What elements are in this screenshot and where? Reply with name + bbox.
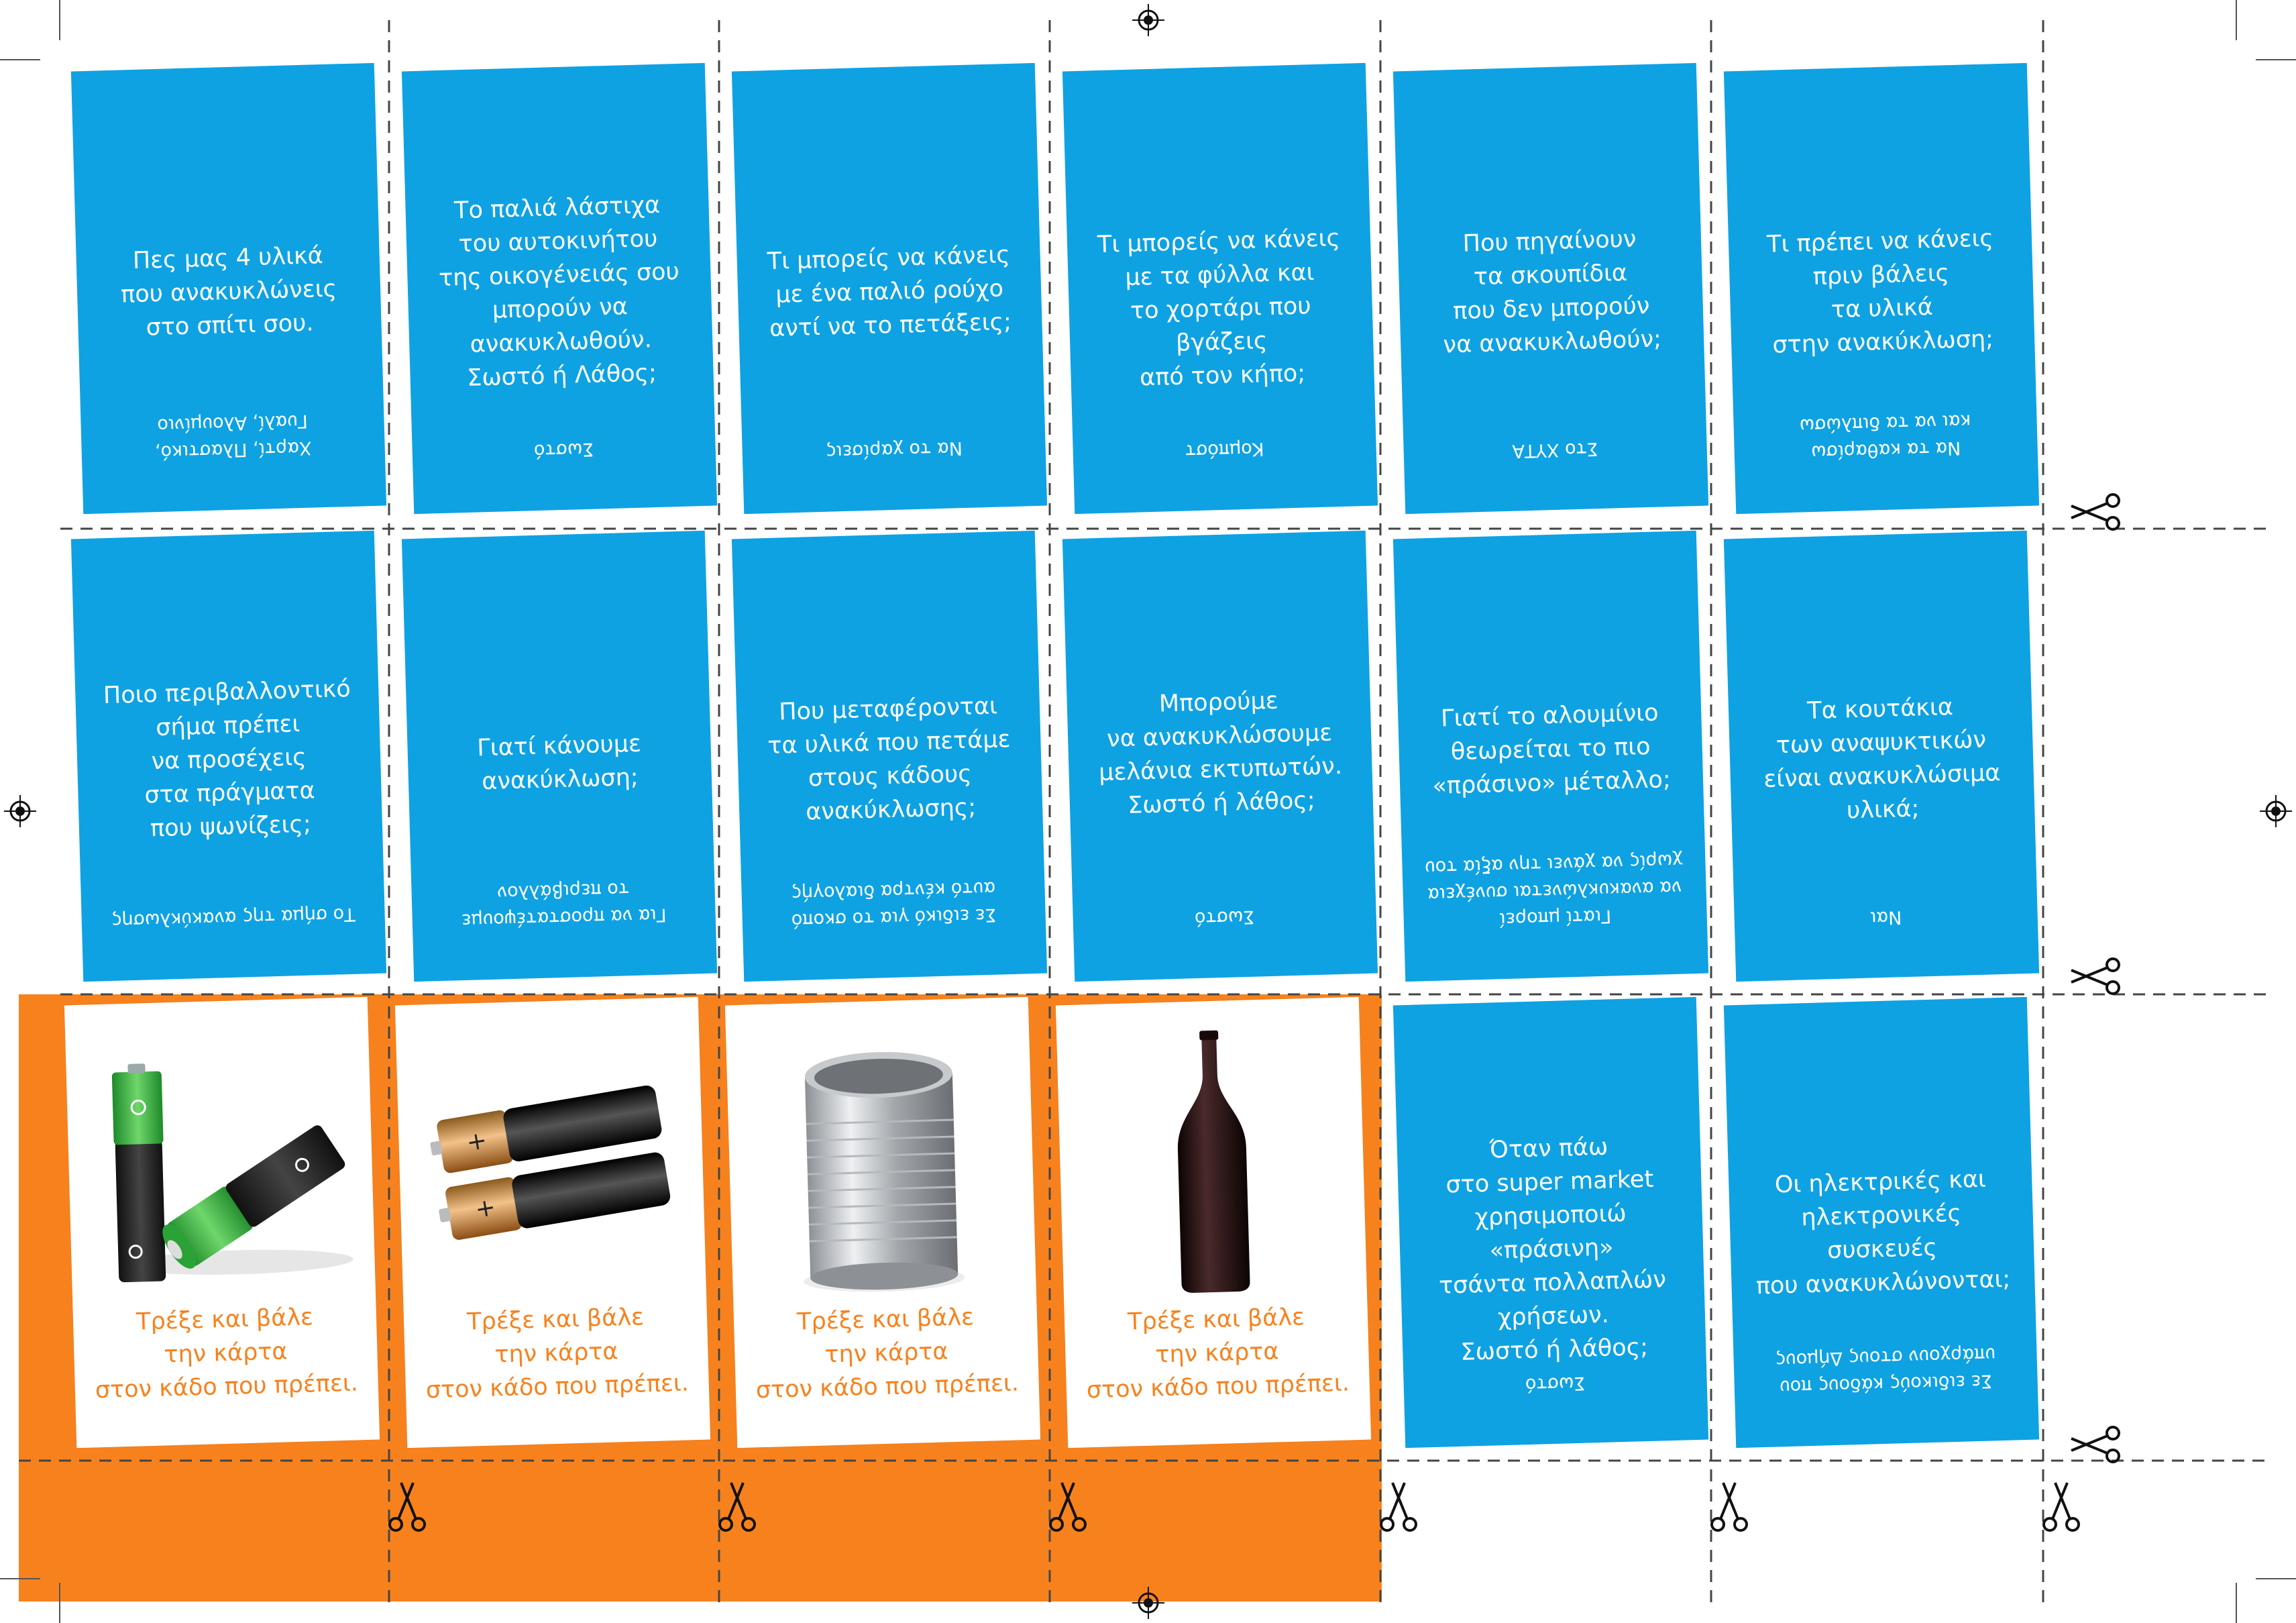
question-card-4[interactable]: [1062, 63, 1378, 514]
card-question: Γιατί κάνουμε ανακύκλωση;: [476, 730, 642, 796]
card-answer: Το σήμα της ανακύκλωσης: [111, 903, 356, 931]
scissors-icon: [1375, 1476, 1422, 1536]
question-card-3[interactable]: [732, 63, 1047, 514]
copper-batteries-icon: [409, 1024, 693, 1300]
scissors-icon: [1706, 1476, 1753, 1536]
crop-mark: [2256, 59, 2296, 60]
crop-mark: [2256, 1578, 2296, 1579]
card-question: Τι πρέπει να κάνεις πριν βάλεις τα υλικά στην ανακύκλωση;: [1766, 225, 1994, 359]
card-answer: Ναι: [1869, 906, 1902, 929]
card-answer: Στο ΧΥΤΑ: [1512, 438, 1599, 462]
card-answer: Για να προστατέψουμε το περιβάλλον: [461, 878, 667, 931]
card-answer: Γιατί μπορεί να ανακυκλώνεται συνέχεια χωρίς να χάνει την αξία του: [1424, 849, 1684, 930]
registration-mark-icon: [2260, 795, 2292, 827]
scissors-icon: [2065, 488, 2125, 535]
card-question: Τα κουτάκια των αναψυκτικών είναι ανακυκλώσιμα υλικά;: [1763, 693, 2001, 825]
registration-mark-icon: [1132, 1587, 1164, 1619]
question-card-10[interactable]: [1062, 531, 1378, 982]
scissors-icon: [2065, 953, 2125, 1000]
question-card-13[interactable]: [1393, 997, 1708, 1448]
scissors-icon: [384, 1476, 431, 1536]
scissors-icon: [2065, 1421, 2125, 1468]
glass-bottle-icon: [1070, 1024, 1354, 1300]
question-card-6[interactable]: [1724, 63, 2039, 514]
question-card-12[interactable]: [1724, 531, 2039, 982]
card-answer: Χαρτί, Πλαστικό, Γυαλί, Αλουμίνιο: [154, 410, 312, 463]
card-question: Ποιο περιβαλλοντικό σήμα πρέπει να προσέχεις στα πράγματα που ψωνίζεις;: [103, 675, 351, 843]
question-card-8[interactable]: [402, 531, 717, 982]
crop-mark: [0, 59, 40, 60]
question-card-7[interactable]: [71, 531, 386, 982]
question-card-9[interactable]: [732, 531, 1047, 982]
green-batteries-icon: [78, 1024, 362, 1300]
crop-mark: [59, 0, 60, 40]
card-question: Οι ηλεκτρικές και ηλεκτρονικές συσκευές που ανακυκλώνονται;: [1755, 1165, 2011, 1300]
action-card-3[interactable]: [725, 997, 1040, 1448]
card-question: Γιατί το αλουμίνιο θεωρείται το πιο «πράσινο» μέταλλο;: [1431, 699, 1672, 800]
registration-mark-icon: [1132, 4, 1164, 36]
registration-mark-icon: [4, 795, 36, 827]
question-card-2[interactable]: [402, 63, 717, 514]
card-answer: Κομπόστ: [1185, 438, 1264, 462]
card-answer: Να τα καθαρίσω και να τα διπλώσω: [1799, 410, 1971, 463]
card-answer: Να το χαρίσεις: [825, 437, 963, 462]
crop-mark: [59, 1583, 60, 1623]
card-question: Το παλιά λάστιχα του αυτοκινήτου της οικογένειάς σου μπορούν να ανακυκλωθούν. Σωστό ή Λάθος;: [438, 191, 680, 392]
action-card-2[interactable]: [395, 997, 710, 1448]
action-card-4[interactable]: [1056, 997, 1371, 1448]
crop-mark: [2236, 1583, 2237, 1623]
crop-mark: [0, 1578, 40, 1579]
card-answer: Σε ειδικό για το σκοπό αυτό κέντρα διαλογής: [790, 877, 997, 931]
card-question: Τι μπορείς να κάνεις με ένα παλιό ρούχο αντί να το πετάξεις;: [767, 241, 1012, 343]
card-question: Που μεταφέρονται τα υλικά που πετάμε στους κάδους ανακύκλωσης;: [767, 692, 1011, 826]
action-text: Τρέξε και βάλε την κάρτα στον κάδο που πρέπει.: [95, 1304, 359, 1404]
question-card-11[interactable]: [1393, 531, 1708, 982]
card-question: Τι μπορείς να κάνεις με τα φύλλα και το χορτάρι που βγάζεις από τον κήπο;: [1097, 224, 1341, 392]
scissors-icon: [714, 1476, 761, 1536]
question-card-1[interactable]: [71, 63, 386, 514]
card-question: Που πηγαίνουν τα σκουπίδια που δεν μπορούν να ανακυκλωθούν;: [1443, 225, 1662, 359]
svg-text:+: +: [473, 1193, 498, 1224]
question-card-5[interactable]: [1393, 63, 1708, 514]
card-answer: Σωστό: [1194, 906, 1255, 929]
card-answer: Σωστό: [1525, 1372, 1586, 1396]
card-answer: Σε ειδικούς κάδους που υπάρχουν στους Δήμους: [1774, 1343, 1996, 1398]
scissors-icon: [2038, 1476, 2085, 1536]
action-text: Τρέξε και βάλε την κάρτα στον κάδο που πρέπει.: [1086, 1304, 1350, 1404]
action-text: Τρέξε και βάλε την κάρτα στον κάδο που πρέπει.: [755, 1304, 1020, 1404]
card-answer: Σωστό: [533, 438, 594, 462]
action-text: Τρέξε και βάλε την κάρτα στον κάδο που πρέπει.: [425, 1304, 690, 1404]
card-question: Μπορούμε να ανακυκλώσουμε μελάνια εκτυπωτών. Σωστό ή λάθος;: [1098, 687, 1343, 819]
tin-can-icon: [739, 1024, 1023, 1300]
svg-text:+: +: [464, 1126, 490, 1157]
question-card-14[interactable]: [1724, 997, 2039, 1448]
card-question: Πες μας 4 υλικά που ανακυκλώνεις στο σπίτι σου.: [120, 242, 337, 342]
crop-mark: [2236, 0, 2237, 40]
card-question: Όταν πάω στο super market χρησιμοποιώ «πράσινη» τσάντα πολλαπλών χρήσεων. Σωστό ή λάθος;: [1438, 1133, 1667, 1366]
action-card-1[interactable]: [64, 997, 380, 1448]
scissors-icon: [1044, 1476, 1091, 1536]
